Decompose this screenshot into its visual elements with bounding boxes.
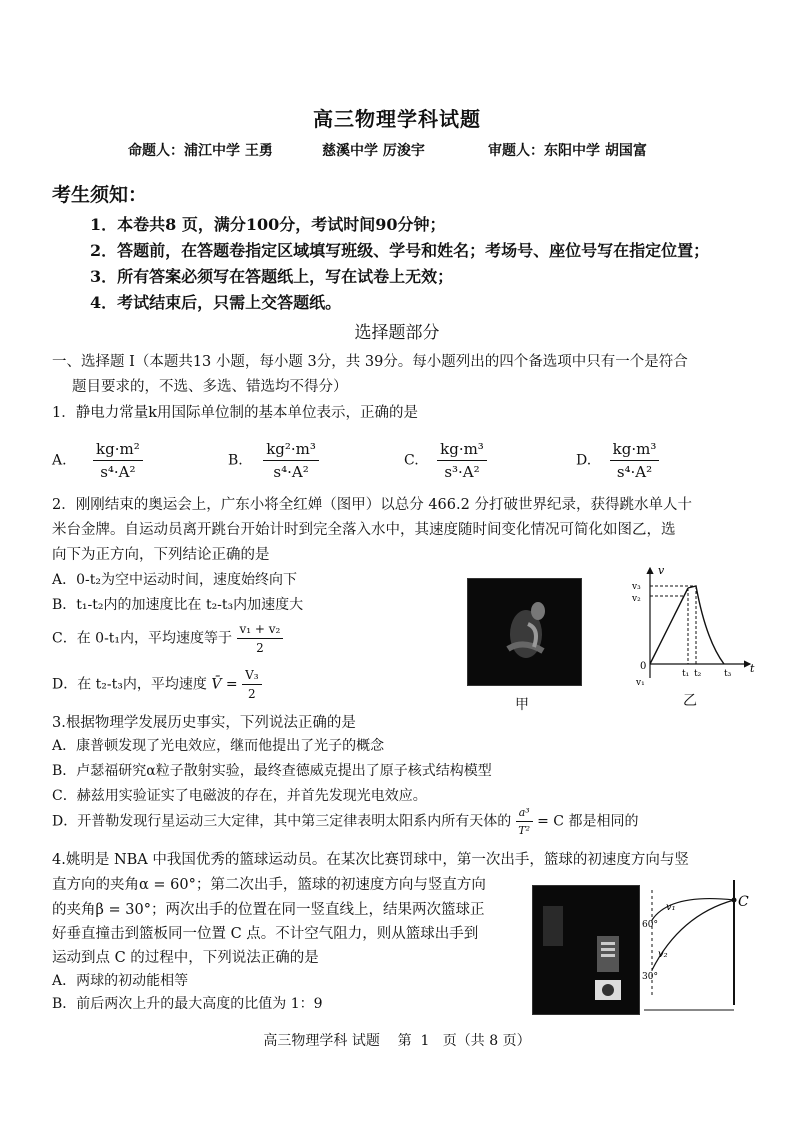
q2-option-d — [52, 668, 262, 701]
q3-stem: 3.根据物理学发展历史事实，下列说法正确的是 — [52, 715, 356, 731]
q1-stem: 1．静电力常量k用国际单位制的基本单位表示，正确的是 — [52, 405, 419, 421]
q1-option-b — [228, 440, 319, 481]
notice-title: 考生须知： — [52, 184, 148, 206]
q4-option-b: B．前后两次上升的最大高度的比值为 1：9 — [52, 996, 323, 1012]
fraction-denominator: 2 — [256, 641, 264, 655]
t3-label: t₃ — [724, 669, 732, 679]
q4-line2: 直方向的夹角α = 60°；第二次出手，篮球的初速度方向与竖直方向 — [52, 877, 486, 893]
q4-line4: 好垂直撞击到篮板同一位置 C 点。不计空气阻力，则从篮球出手到 — [52, 926, 479, 942]
v1-label: v₁ — [666, 902, 676, 913]
part1-line1: 一、选择题 I（本题共13 小题，每小题 3分，共 39分。每小题列出的四个备选项中只有一个是符合 — [52, 354, 688, 370]
graph-rising-segment — [650, 588, 688, 664]
option-denominator: s⁴·A² — [616, 463, 653, 481]
fraction-numerator: v₁ + v₂ — [237, 622, 284, 639]
option-text: D．开普勒发现行星运动三大定律，其中第三定律表明太阳系内所有天体的 — [52, 813, 512, 830]
q2-line3: 向下为正方向，下列结论正确的是 — [52, 547, 270, 563]
q4-line1: 4.姚明是 NBA 中我国优秀的篮球运动员。在某次比赛罚球中，第一次出手，篮球的初速度方向与竖 — [52, 852, 689, 868]
angle-60-label: 60° — [642, 920, 658, 930]
section-title: 选择题部分 — [354, 323, 440, 343]
fraction-denominator: T² — [518, 824, 531, 837]
q2-option-a: A．0-t₂为空中运动时间，速度始终向下 — [52, 572, 297, 588]
angle-30-label: 30° — [642, 972, 658, 982]
option-denominator: s³·A² — [444, 463, 480, 481]
figure-label-jia: 甲 — [515, 697, 529, 713]
reviewer: 审题人：东阳中学 胡国富 — [488, 143, 647, 159]
v1-label: v₁ — [636, 678, 645, 688]
trajectory-diagram — [640, 875, 760, 1015]
q1-option-d — [576, 440, 659, 481]
q4-option-a: A．两球的初动能相等 — [52, 973, 189, 989]
page-footer: 高三物理学科 试题 第 1 页（共 8 页） — [263, 1033, 531, 1049]
t2-label: t₂ — [694, 669, 702, 679]
q1-option-c — [404, 440, 487, 481]
diver-silhouette-icon — [468, 579, 581, 685]
notice-item: 2．答题前，在答题卷指定区域填写班级、学号和姓名；考场号、座位号写在指定位置； — [90, 241, 710, 260]
option-text: D．在 t₂-t₃内，平均速度 — [52, 676, 207, 693]
q3-option-d — [52, 806, 638, 837]
page-title: 高三物理学科试题 — [313, 107, 481, 131]
v2-label: v₂ — [658, 949, 668, 960]
option-numerator: kg²·m³ — [263, 440, 319, 461]
diver-photo — [467, 578, 582, 686]
option-numerator: kg·m² — [93, 440, 143, 461]
part1-line2: 题目要求的，不选、多选、错选均不得分） — [72, 379, 348, 395]
notice-item: 1．本卷共8 页，满分100分，考试时间90分钟； — [90, 215, 446, 234]
option-label: D. — [576, 452, 592, 469]
point-c-label: C — [738, 894, 749, 910]
q4-line3: 的夹角β = 30°；两次出手的位置在同一竖直线上，结果两次篮球正 — [52, 902, 485, 918]
average-velocity-symbol: V̄ = — [211, 676, 238, 693]
basketball-photo — [532, 885, 640, 1015]
notice-item: 3．所有答案必须写在答题纸上，写在试卷上无效； — [90, 267, 454, 286]
t-axis-label: t — [750, 662, 755, 675]
origin-label: 0 — [640, 661, 647, 672]
v3-label: v₃ — [632, 582, 641, 592]
point-c-marker — [732, 898, 737, 903]
option-numerator: kg·m³ — [610, 440, 660, 461]
q2-line1: 2．刚刚结束的奥运会上，广东小将全红婵（图甲）以总分 466.2 分打破世界纪录，获得跳水单人十 — [52, 497, 692, 513]
option-label: A. — [52, 452, 67, 469]
q2-line2: 米台金牌。自运动员离开跳台开始计时到完全落入水中，其速度随时间变化情况可简化如图乙，选 — [52, 522, 676, 538]
t1-label: t₁ — [682, 669, 690, 679]
v-axis-label: v — [658, 564, 665, 577]
q3-option-b: B．卢瑟福研究α粒子散射实验，最终查德威克提出了原子核式结构模型 — [52, 763, 492, 779]
notice-item: 4．考试结束后，只需上交答题纸。 — [90, 293, 342, 312]
option-denominator: s⁴·A² — [273, 463, 309, 481]
trajectory-1 — [652, 899, 734, 920]
q4-line5: 运动到点 C 的过程中，下列说法正确的是 — [52, 950, 319, 966]
author-1: 命题人：浦江中学 王勇 — [128, 143, 273, 159]
fraction-numerator: V₃ — [242, 668, 261, 685]
player-silhouette-icon — [533, 886, 639, 1014]
option-denominator: s⁴·A² — [100, 463, 136, 481]
option-text: C．在 0-t₁内，平均速度等于 — [52, 630, 233, 647]
v2-label: v₂ — [632, 594, 641, 604]
q1-option-a — [52, 440, 143, 481]
q2-option-b: B．t₁-t₂内的加速度比在 t₂-t₃内加速度大 — [52, 597, 304, 613]
q3-option-a: A．康普顿发现了光电效应，继而他提出了光子的概念 — [52, 738, 385, 754]
option-numerator: kg·m³ — [437, 440, 487, 461]
q2-option-c — [52, 622, 283, 655]
fraction-denominator: 2 — [248, 687, 256, 701]
figure-label-yi: 乙 — [683, 693, 697, 709]
option-label: B. — [228, 452, 243, 469]
q3-option-c: C．赫兹用实验证实了电磁波的存在，并首先发现光电效应。 — [52, 788, 427, 804]
graph-falling-segment — [688, 586, 724, 664]
author-2: 慈溪中学 厉浚宇 — [322, 143, 425, 159]
option-label: C. — [404, 452, 419, 469]
fraction-numerator: a³ — [516, 806, 533, 822]
option-text-end: = C 都是相同的 — [537, 813, 639, 830]
velocity-time-graph — [620, 560, 760, 690]
